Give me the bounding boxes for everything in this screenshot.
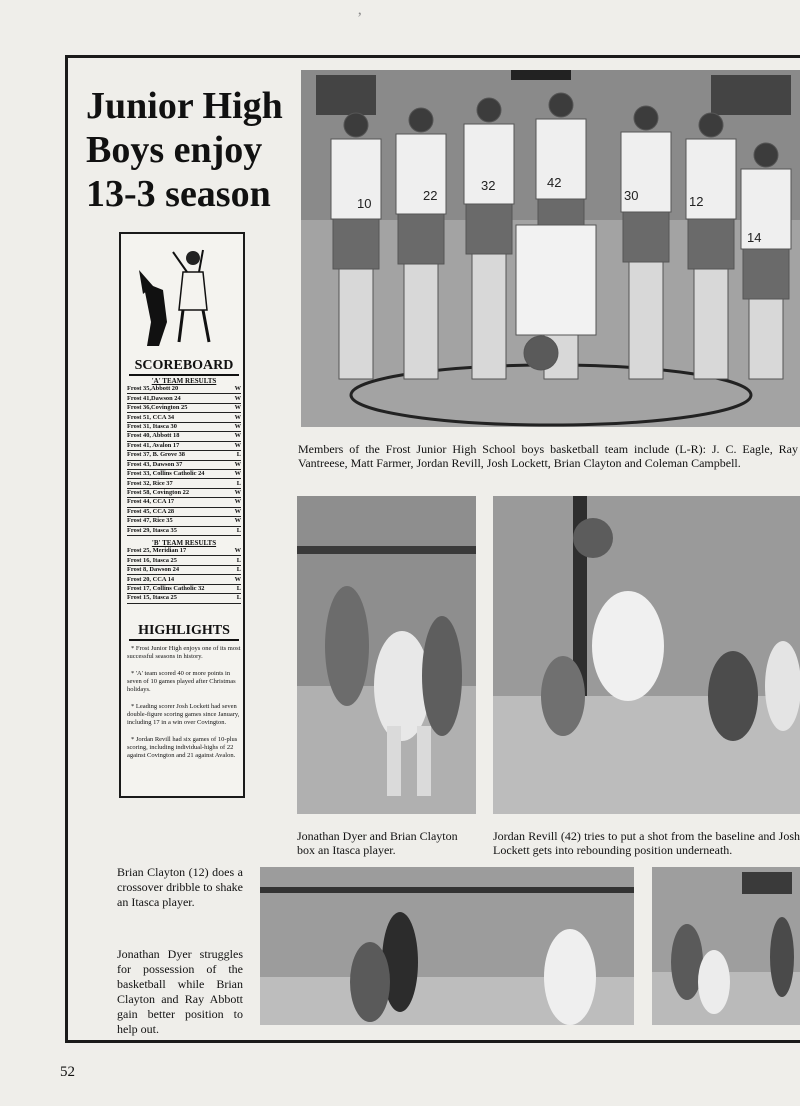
score-game: Frost 51, CCA 34 [127, 413, 231, 422]
jersey-5: 30 [624, 188, 639, 203]
crossover-caption: Brian Clayton (12) does a crossover dribble to shake an Itasca player. [117, 865, 243, 909]
score-row [127, 460, 241, 469]
score-row [127, 479, 241, 488]
score-result: L [231, 565, 241, 574]
player-legs [694, 269, 728, 379]
score-row [127, 394, 241, 403]
score-row [127, 403, 241, 412]
player-shorts [743, 249, 789, 299]
basketball-player-art [133, 242, 233, 350]
crossover-photo [260, 867, 634, 1025]
action-photo-1 [297, 496, 476, 814]
player-shorts [623, 212, 669, 262]
page-number: 52 [60, 1064, 75, 1080]
player-legs [404, 264, 438, 379]
coach [516, 225, 596, 335]
jersey-1: 10 [357, 196, 372, 211]
score-game: Frost 15, Itasca 25 [127, 594, 231, 603]
basketball [524, 336, 558, 370]
score-game: Frost 33, Collins Catholic 24 [127, 469, 231, 478]
b-team-results-table [127, 547, 241, 604]
score-game: Frost 45, CCA 28 [127, 507, 231, 516]
player-shorts [688, 219, 734, 269]
score-row [127, 517, 241, 526]
player-legs [472, 254, 506, 379]
score-row [127, 556, 241, 565]
crossover-photo-art [260, 867, 634, 1025]
struggle-caption: Jonathan Dyer struggles for possession of the basketball while Brian Clayton and Ray Abbott gain better position to help out. [117, 947, 243, 1036]
jersey-2: 22 [423, 188, 438, 203]
score-game: Frost 35,Abbott 20 [127, 385, 231, 394]
a-team-heading: 'A' TEAM RESULTS [151, 377, 217, 385]
score-row [127, 432, 241, 441]
score-result: L [231, 594, 241, 603]
score-game: Frost 29, Itasca 35 [127, 526, 231, 535]
score-game: Frost 41,Dawson 24 [127, 394, 231, 403]
score-result: L [231, 451, 241, 460]
struggle-photo [652, 867, 800, 1025]
jersey-6: 12 [689, 194, 704, 209]
score-game: Frost 8, Dawson 24 [127, 565, 231, 574]
player-jersey [396, 134, 446, 214]
player-shorts [333, 219, 379, 269]
score-result: W [231, 385, 241, 394]
team-photo-caption: Members of the Frost Junior High School boys basketball team include (L-R): J. C. Eagle, Ray Vantreese, Matt Farmer, Jordan Revill, Josh Lockett, Brian Clayton and Coleman Campbell. [298, 442, 798, 470]
headline-line-3: 13-3 season [86, 173, 271, 215]
score-game: Frost 47, Rice 35 [127, 517, 231, 526]
score-row [127, 488, 241, 497]
player-legs [749, 299, 783, 379]
score-game: Frost 41, Avalon 17 [127, 441, 231, 450]
score-game: Frost 31, Itasca 30 [127, 422, 231, 431]
score-row [127, 507, 241, 516]
highlights-title: HIGHLIGHTS [129, 623, 239, 641]
score-result: W [231, 460, 241, 469]
scoreboard-title: SCOREBOARD [129, 358, 239, 376]
headline-line-1: Junior High [86, 85, 283, 127]
team-photo [301, 70, 800, 427]
score-row [127, 451, 241, 460]
score-result: L [231, 556, 241, 565]
score-game: Frost 40, Abbott 18 [127, 432, 231, 441]
score-game: Frost 37, B. Grove 38 [127, 451, 231, 460]
score-game: Frost 20, CCA 14 [127, 575, 231, 584]
action-photo-2-art [493, 496, 800, 814]
score-result: L [231, 584, 241, 593]
headline-line-2: Boys enjoy [86, 129, 263, 171]
score-result: L [231, 526, 241, 535]
highlight-item: * Leading scorer Josh Lockett had seven double-figure scoring games since January, including 17 in a win over Covington. [127, 703, 240, 726]
score-game: Frost 44, CCA 17 [127, 498, 231, 507]
score-row [127, 441, 241, 450]
score-row [127, 422, 241, 431]
score-game: Frost 17, Collins Catholic 32 [127, 584, 231, 593]
player-head [634, 106, 658, 130]
player-shorts [398, 214, 444, 264]
score-game: Frost 32, Rice 37 [127, 479, 231, 488]
struggle-photo-art [652, 867, 800, 1025]
scoreboard-sidebar [119, 232, 245, 798]
jersey-3: 32 [481, 178, 496, 193]
score-result: W [231, 498, 241, 507]
score-result: W [231, 432, 241, 441]
score-result: W [231, 488, 241, 497]
action-photo-2 [493, 496, 800, 814]
jersey-7: 14 [747, 230, 762, 245]
score-result: W [231, 413, 241, 422]
score-result: W [231, 394, 241, 403]
player-head [549, 93, 573, 117]
score-result: W [231, 403, 241, 412]
action-photo-2-caption: Jordan Revill (42) tries to put a shot from the baseline and Josh Lockett gets into rebounding position underneath. [493, 829, 800, 857]
score-game: Frost 25, Meridian 17 [127, 547, 231, 556]
score-result: W [231, 517, 241, 526]
score-row [127, 584, 241, 593]
score-row [127, 385, 241, 394]
score-result: W [231, 575, 241, 584]
score-result: W [231, 441, 241, 450]
player-head [409, 108, 433, 132]
score-result: W [231, 547, 241, 556]
player-head [699, 113, 723, 137]
score-row [127, 498, 241, 507]
score-row [127, 565, 241, 574]
player-head [477, 98, 501, 122]
a-team-results-table [127, 385, 241, 536]
player-legs [629, 262, 663, 379]
score-row [127, 469, 241, 478]
score-result: W [231, 469, 241, 478]
score-result: W [231, 507, 241, 516]
highlight-item: * Jordan Revill had six games of 10-plus scoring, including individual-highs of 22 against Covington and 21 against Avalon. [127, 736, 238, 759]
player-legs [339, 269, 373, 379]
highlight-item: * Frost Junior High enjoys one of its most successful seasons in history. [127, 645, 241, 660]
score-row [127, 594, 241, 603]
player-head [344, 113, 368, 137]
b-team-heading: 'B' TEAM RESULTS [151, 539, 217, 547]
highlights-list [127, 645, 241, 769]
player-jersey [331, 139, 381, 219]
highlight-item: * 'A' team scored 40 or more points in seven of 10 games played after Christmas holidays. [127, 670, 236, 693]
player-head [754, 143, 778, 167]
score-row [127, 413, 241, 422]
score-game: Frost 43, Dawson 37 [127, 460, 231, 469]
action-photo-1-caption: Jonathan Dyer and Brian Clayton box an Itasca player. [297, 829, 458, 857]
score-game: Frost 36,Covington 25 [127, 403, 231, 412]
team-photo-art [301, 70, 800, 427]
jersey-4: 42 [547, 175, 562, 190]
score-row [127, 575, 241, 584]
score-row [127, 547, 241, 556]
action-photo-1-art [297, 496, 476, 814]
score-result: W [231, 422, 241, 431]
player-shorts [466, 204, 512, 254]
score-game: Frost 16, Itasca 25 [127, 556, 231, 565]
score-result: L [231, 479, 241, 488]
headline [86, 84, 296, 216]
score-row [127, 526, 241, 535]
scan-mark: ʼ [357, 10, 363, 27]
score-game: Frost 58, Covington 22 [127, 488, 231, 497]
